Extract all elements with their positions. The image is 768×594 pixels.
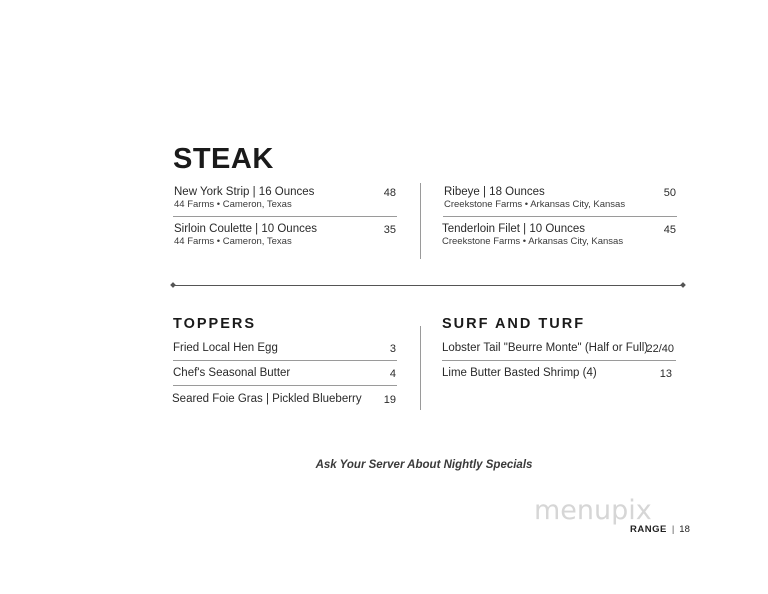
item-origin: Creekstone Farms • Arkansas City, Kansas — [444, 199, 626, 210]
item-price: 35 — [383, 224, 396, 236]
item-price: 3 — [389, 343, 396, 355]
surf-and-turf-section-title: SURF AND TURF — [442, 316, 586, 332]
item-name: Sirloin Coulette | 10 Ounces — [174, 223, 317, 235]
menu-item-foie-gras — [172, 393, 362, 405]
item-price: 4 — [389, 368, 396, 380]
item-name: Lobster Tail "Beurre Monte" (Half or Full) — [442, 342, 649, 354]
item-name: Chef's Seasonal Butter — [173, 367, 291, 379]
row-divider — [442, 360, 676, 361]
item-name: Fried Local Hen Egg — [173, 342, 278, 354]
menu-item-sirloin-coulette — [174, 223, 317, 247]
row-divider — [173, 216, 397, 217]
item-origin: 44 Farms • Cameron, Texas — [174, 236, 292, 247]
item-price: 45 — [663, 224, 676, 236]
nightly-specials-note: Ask Your Server About Nightly Specials — [315, 459, 533, 471]
menu-item-tenderloin-filet — [442, 223, 623, 247]
toppers-section-title: TOPPERS — [173, 316, 257, 332]
row-divider — [173, 360, 397, 361]
menu-item-seasonal-butter — [173, 367, 290, 379]
item-name: Tenderloin Filet | 10 Ounces — [442, 223, 585, 235]
item-price: 22/40 — [646, 343, 674, 355]
item-name: New York Strip | 16 Ounces — [174, 186, 315, 198]
page-number: 18 — [679, 524, 690, 535]
menu-item-new-york-strip — [174, 186, 314, 210]
row-divider — [443, 216, 677, 217]
item-name: Lime Butter Basted Shrimp (4) — [442, 367, 597, 379]
menu-item-hen-egg — [173, 342, 278, 354]
footer-separator: | — [671, 524, 675, 535]
item-price: 50 — [663, 187, 676, 199]
item-origin: 44 Farms • Cameron, Texas — [174, 199, 292, 210]
section-divider — [173, 285, 683, 286]
item-name: Seared Foie Gras | Pickled Blueberry — [172, 393, 362, 405]
item-price: 48 — [383, 187, 396, 199]
steak-section-title: STEAK — [173, 143, 274, 175]
menupix-watermark: menupix — [534, 495, 652, 526]
item-origin: Creekstone Farms • Arkansas City, Kansas — [442, 236, 624, 247]
menu-item-lobster-tail — [442, 342, 648, 354]
item-name: Ribeye | 18 Ounces — [444, 186, 545, 198]
menu-item-ribeye — [444, 186, 625, 210]
item-price: 13 — [659, 368, 672, 380]
menu-item-shrimp — [442, 367, 597, 379]
restaurant-name: RANGE — [630, 524, 667, 535]
item-price: 19 — [383, 394, 396, 406]
column-divider — [420, 326, 421, 410]
row-divider — [173, 385, 397, 386]
column-divider — [420, 183, 421, 259]
page-footer — [630, 524, 690, 535]
